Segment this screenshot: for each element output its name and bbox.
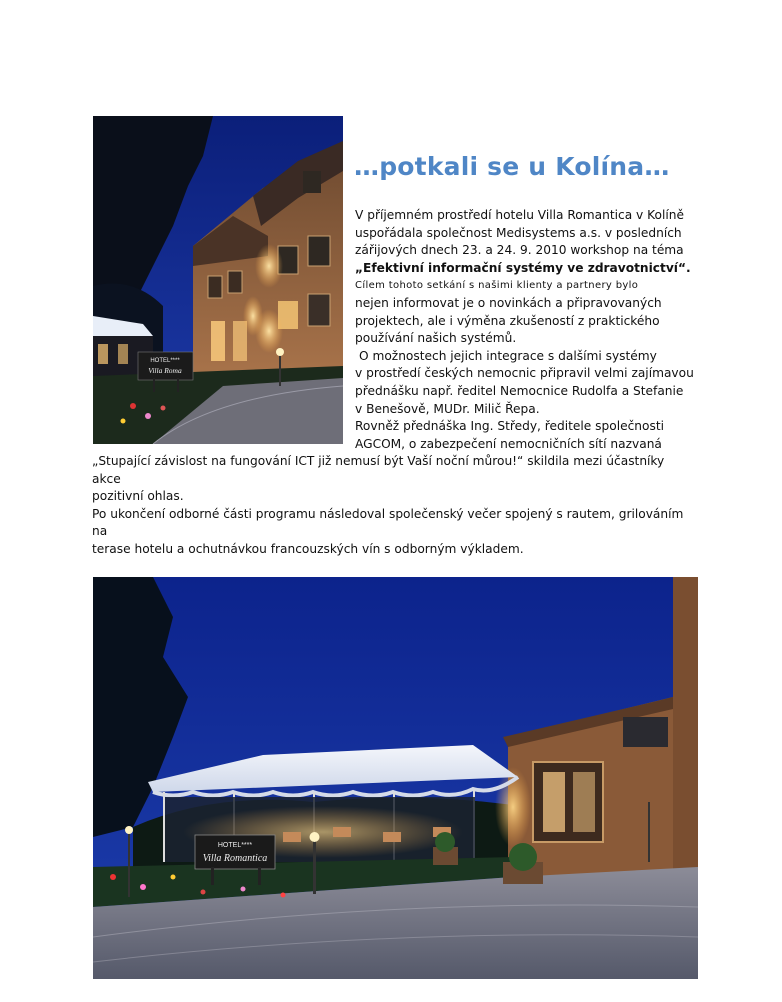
text-line: Rovněž přednáška Ing. Středy, ředitele společnosti xyxy=(355,419,665,434)
text-line: projektech, ale i výměna zkušeností z praktického xyxy=(355,313,660,328)
text-line: zářijových dnech 23. a 24. 9. 2010 workshop na téma xyxy=(355,243,684,258)
hotel-sign-line1: HOTEL**** xyxy=(150,358,180,364)
text-line: AGCOM, o zabezpečení nemocničních sítí nazvaná xyxy=(355,436,662,451)
hotel-sign-line2: Villa Romantica xyxy=(202,853,268,864)
text-line: v Benešově, MUDr. Milič Řepa. xyxy=(355,401,540,416)
hotel-facade-illustration xyxy=(93,116,343,444)
hotel-facade-photo xyxy=(93,116,343,444)
paragraph-closing xyxy=(92,453,696,559)
hotel-terrace-illustration xyxy=(93,577,698,979)
text-line: v prostředí českých nemocnic připravil velmi zajímavou xyxy=(355,366,694,381)
text-line: terase hotelu a ochutnávkou francouzských vín s odborným výkladem. xyxy=(92,541,524,556)
text-line: uspořádala společnost Medisystems a.s. v posledních xyxy=(355,225,682,240)
hotel-terrace-photo xyxy=(93,577,698,979)
workshop-topic: „Efektivní informační systémy ve zdravotnictví“. xyxy=(355,260,691,275)
paragraph-intro xyxy=(355,207,696,453)
text-line: Po ukončení odborné části programu následoval společenský večer spojený s rautem, grilováním na xyxy=(92,506,684,539)
hotel-sign-line1: HOTEL**** xyxy=(217,842,253,849)
article-heading: …potkali se u Kolína… xyxy=(354,152,670,181)
text-line: pozitivní ohlas. xyxy=(92,489,184,504)
text-line: přednášku např. ředitel Nemocnice Rudolfa a Stefanie xyxy=(355,383,684,398)
text-line: používání našich systémů. xyxy=(355,331,517,346)
text-line: V příjemném prostředí hotelu Villa Romantica v Kolíně xyxy=(355,208,684,222)
text-line: Cílem tohoto setkání s našimi klienty a partnery bylo xyxy=(355,280,639,292)
text-line: O možnostech jejich integrace s dalšími systémy xyxy=(359,348,657,363)
hotel-sign-line2: Villa Roma xyxy=(148,366,182,375)
text-line: „Stupající závislost na fungování ICT již nemusí být Vaší noční můrou!“ skildila mezi účastníky akce xyxy=(92,454,665,486)
text-line: nejen informovat je o novinkách a připravovaných xyxy=(355,295,662,310)
